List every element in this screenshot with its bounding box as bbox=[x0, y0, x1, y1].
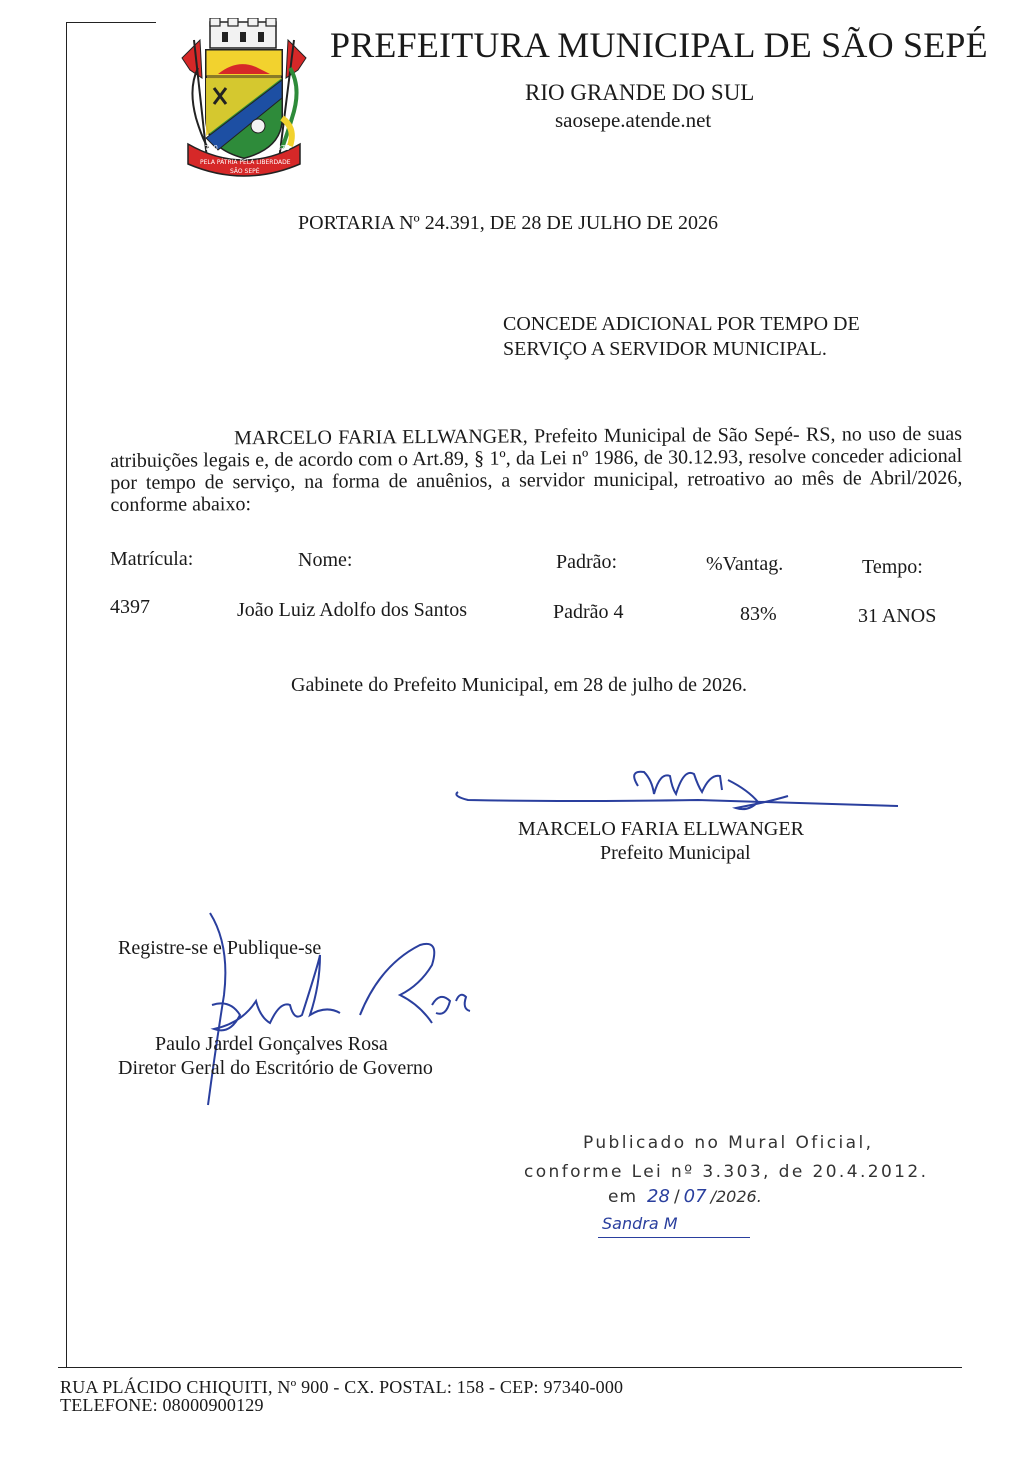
registre-line: Registre-se e Publique-se bbox=[118, 937, 322, 959]
gabinete-line: Gabinete do Prefeito Municipal, em 28 de julho de 2026. bbox=[291, 674, 748, 696]
table-header-padrao: Padrão: bbox=[556, 551, 618, 573]
body-text: MARCELO FARIA ELLWANGER, Prefeito Municipal de São Sepé- RS, no uso de suas atribuições legais e, de acordo com o Art.89, § 1º, da Lei nº 1986, de 30.12.93, resolve conceder adicional por tempo de serviço, na forma de anuênios, a servidor municipal, retroativo ao mês de Abril/2026, conforme abaixo: bbox=[110, 422, 963, 516]
ementa-line: CONCEDE ADICIONAL POR TEMPO DE bbox=[503, 313, 860, 335]
coat-of-arms-icon bbox=[178, 18, 310, 184]
mayor-role: Prefeito Municipal bbox=[600, 842, 751, 864]
mayor-signature-icon bbox=[448, 762, 908, 822]
portaria-heading: PORTARIA Nº 24.391, DE 28 DE JULHO DE 2026 bbox=[298, 212, 719, 234]
table-header-matricula: Matrícula: bbox=[110, 548, 194, 570]
director-role: Diretor Geral do Escritório de Governo bbox=[118, 1057, 433, 1079]
table-cell-nome: João Luiz Adolfo dos Santos bbox=[237, 599, 467, 621]
stamp-month: 07 bbox=[683, 1186, 707, 1207]
table-header-vantagem: %Vantag. bbox=[706, 553, 784, 575]
page-border-bottom bbox=[58, 1367, 962, 1368]
director-name: Paulo Jardel Gonçalves Rosa bbox=[155, 1033, 388, 1055]
page-title: PREFEITURA MUNICIPAL DE SÃO SEPÉ bbox=[330, 25, 988, 65]
body-paragraph bbox=[110, 423, 963, 516]
website-link[interactable]: saosepe.atende.net bbox=[555, 108, 712, 132]
table-cell-tempo: 31 ANOS bbox=[858, 605, 937, 627]
stamp-initials: Sandra M bbox=[602, 1214, 678, 1233]
table-cell-vantagem: 83% bbox=[740, 603, 777, 625]
stamp-date-prefix: em bbox=[608, 1187, 638, 1207]
coat-city: SÃO SEPÉ bbox=[230, 168, 260, 175]
footer-address: RUA PLÁCIDO CHIQUITI, Nº 900 - CX. POSTAL: 158 - CEP: 97340-000 bbox=[60, 1377, 624, 1397]
stamp-year: /2026. bbox=[710, 1187, 762, 1206]
stamp-underline bbox=[598, 1237, 750, 1238]
stamp-line2: conforme Lei nº 3.303, de 20.4.2012. bbox=[524, 1162, 929, 1182]
ementa bbox=[503, 312, 860, 362]
coat-motto: PELA PÁTRIA PELA LIBERDADE bbox=[200, 159, 291, 166]
table-cell-matricula: 4397 bbox=[110, 596, 150, 618]
coat-year-right: 1876 bbox=[272, 144, 290, 152]
stamp-day: 28 bbox=[647, 1186, 670, 1207]
table-header-nome: Nome: bbox=[298, 549, 353, 571]
page-border-top bbox=[66, 22, 156, 23]
page-border-left bbox=[66, 22, 67, 1367]
mayor-name: MARCELO FARIA ELLWANGER bbox=[518, 818, 804, 840]
stamp-date: em 28 / 07 /2026. bbox=[608, 1186, 762, 1207]
coat-year-left: 1750 bbox=[200, 144, 218, 152]
ementa-line: SERVIÇO A SERVIDOR MUNICIPAL. bbox=[503, 338, 827, 360]
stamp-line1: Publicado no Mural Oficial, bbox=[583, 1133, 874, 1153]
state-name: RIO GRANDE DO SUL bbox=[525, 80, 755, 105]
table-cell-padrao: Padrão 4 bbox=[553, 601, 624, 623]
footer-phone: TELEFONE: 08000900129 bbox=[60, 1395, 264, 1415]
table-header-tempo: Tempo: bbox=[862, 556, 923, 578]
director-signature-icon bbox=[170, 905, 480, 1115]
